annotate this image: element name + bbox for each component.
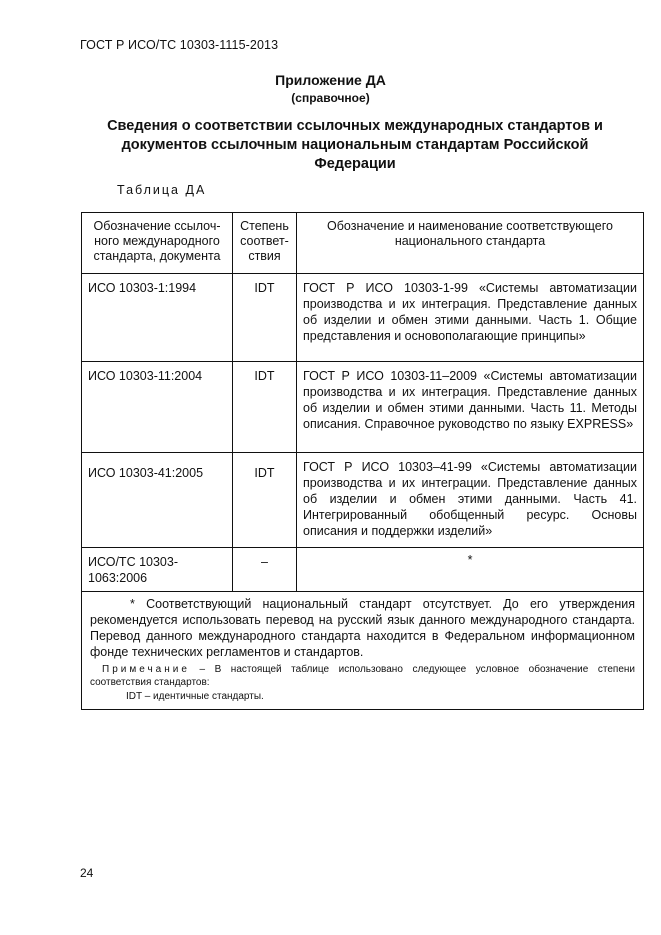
national-standard-cell: ГОСТ Р ИСО 10303–41-99 «Системы автоматизации производства и их интеграции. Представление данных об изделии и обмен этими данными. Часть 41. Интегрированный обобщенный ресурс. Основы описания и поддержки изделий»	[297, 453, 644, 548]
table-row	[82, 274, 644, 362]
correspondence-table	[81, 212, 644, 710]
appendix-title: Приложение ДА	[275, 72, 386, 88]
page-number: 24	[80, 866, 94, 880]
note-item: IDT – идентичные стандарты.	[126, 691, 264, 702]
header-national-standard: Обозначение и наименование соответствующего национального стандарта	[297, 213, 644, 274]
appendix-subtitle: (справочное)	[291, 91, 370, 105]
table-row	[82, 548, 644, 592]
table-caption: Таблица ДА	[117, 183, 207, 197]
table-row	[82, 362, 644, 453]
header-degree: Степень соответ-ствия	[233, 213, 297, 274]
header-international-standard: Обозначение ссылоч-ного международного стандарта, документа	[82, 213, 233, 274]
degree-cell: IDT	[233, 453, 297, 548]
degree-cell: –	[233, 548, 297, 592]
international-standard-cell: ИСО/ТС 10303-1063:2006	[82, 548, 233, 592]
degree-cell: IDT	[233, 362, 297, 453]
table-row	[82, 453, 644, 548]
footnote-text: * Соответствующий национальный стандарт отсутствует. До его утверждения рекомендуется использовать перевод на русский язык данного международного стандарта. Перевод данного международного стандарта находится в Федеральном информационном фонде технических регламентов и стандартов.	[90, 597, 635, 659]
footnote-cell	[82, 592, 644, 710]
international-standard-cell: ИСО 10303-41:2005	[82, 453, 233, 548]
national-standard-cell: ГОСТ Р ИСО 10303-1-99 «Системы автоматизации производства и их интеграция. Представление данных об изделии и обмен этими данными. Часть 1. Общие представления и основополагающие принципы»	[297, 274, 644, 362]
national-standard-cell: ГОСТ Р ИСО 10303-11–2009 «Системы автоматизации производства и их интеграция. Представление данных об изделии и обмен этими данными. Часть 11. Методы описания. Справочное руководство по языку EXPRESS»	[297, 362, 644, 453]
document-header: ГОСТ Р ИСО/ТС 10303-1115-2013	[80, 38, 279, 52]
international-standard-cell: ИСО 10303-1:1994	[82, 274, 233, 362]
table-header-row	[82, 213, 644, 274]
section-title: Сведения о соответствии ссылочных международных стандартов и документов ссылочным национальным стандартам Российской Федерации	[107, 118, 603, 172]
national-standard-cell: *	[297, 548, 644, 592]
note-text: – В настоящей таблице использовано следующее условное обозначение степени соответствия стандартов:	[90, 664, 635, 688]
table-footnote-row	[82, 592, 644, 710]
note-label: Примечание	[102, 664, 190, 675]
degree-cell: IDT	[233, 274, 297, 362]
table-note	[90, 663, 635, 689]
international-standard-cell: ИСО 10303-11:2004	[82, 362, 233, 453]
